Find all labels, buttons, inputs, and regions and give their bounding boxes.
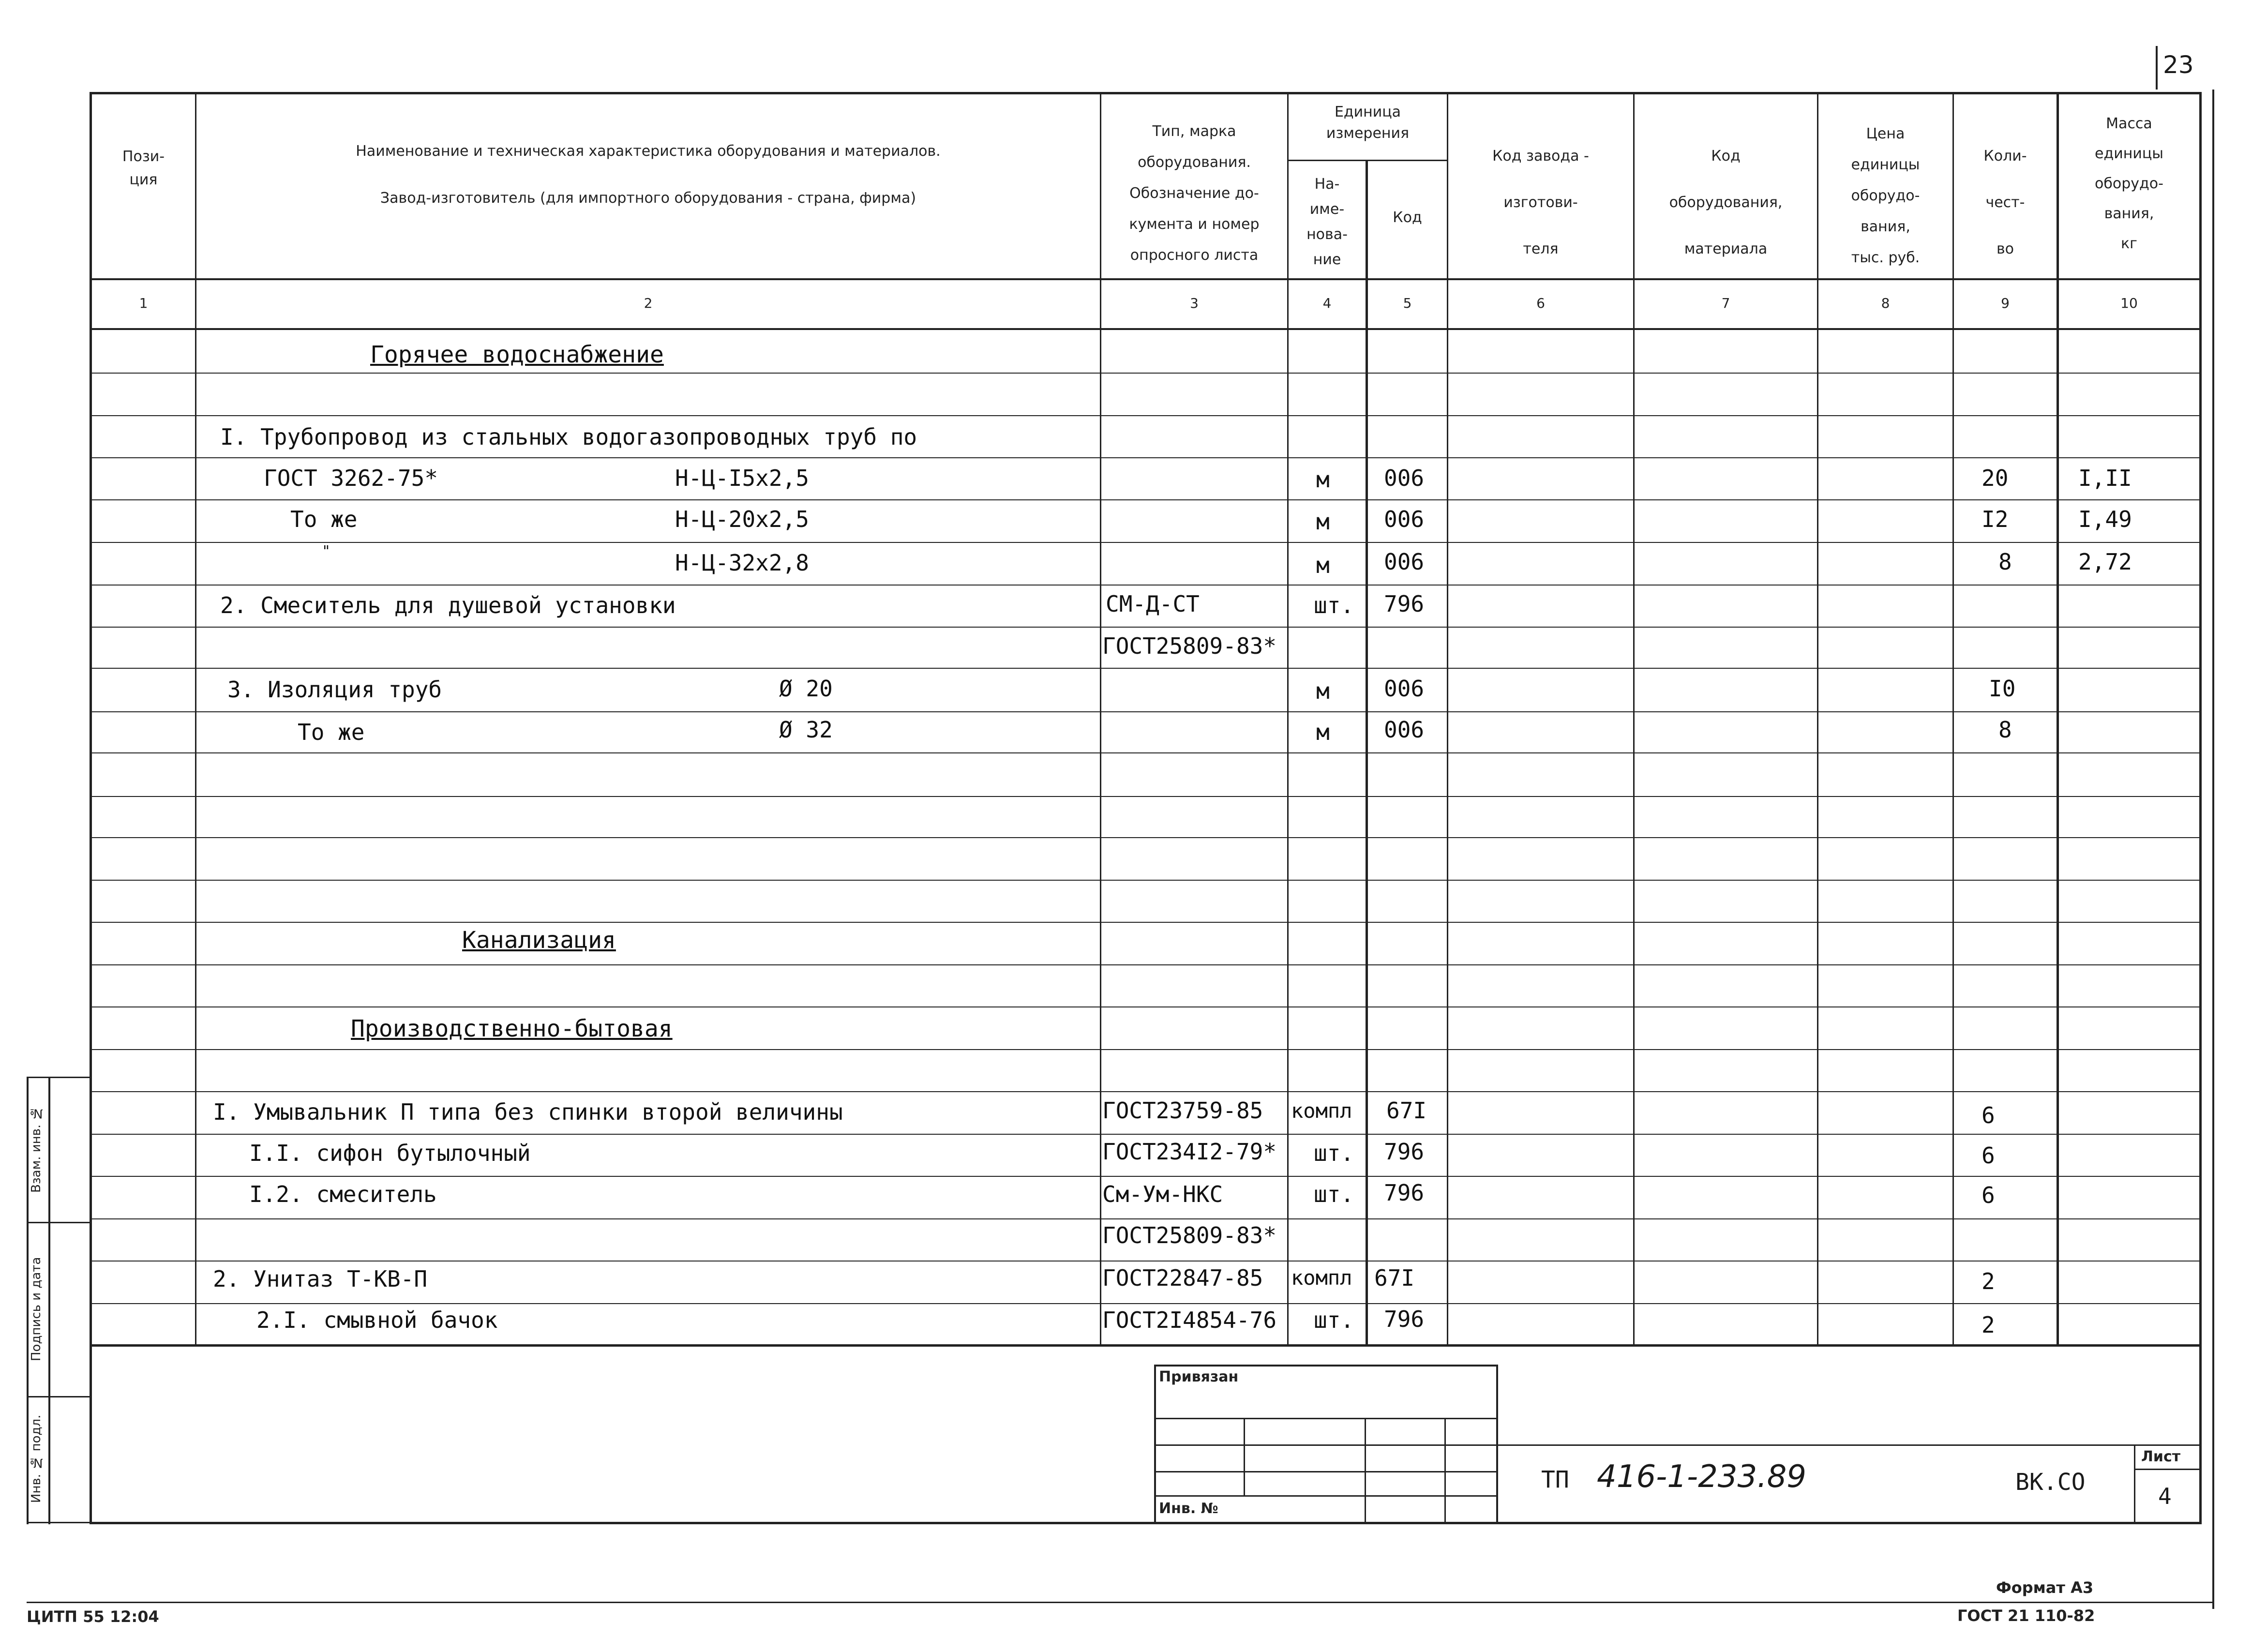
header-type: Тип, марка оборудования. Обозначение до- кумента и номер опросного листа [1129,123,1260,264]
stamp-inv-label: Инв. № [1159,1500,1218,1517]
row-unit: м [1316,719,1330,745]
row-spec: Н-Ц-I5x2,5 [675,465,809,491]
row-type: СМ-Д-СТ [1106,591,1200,617]
row-qty: I2 [1982,506,2009,532]
row-spec: Ø 32 [779,717,833,743]
row-name: То же [298,719,365,745]
row-qty: 6 [1982,1142,1995,1169]
row-mass: 2,72 [2078,549,2132,575]
row-name: То же [290,506,358,532]
row-qty: 8 [1998,717,2012,743]
column-number: 8 [1881,295,1890,311]
row-name: I.2. смеситель [249,1181,437,1207]
row-name: 2. Унитаз Т-КВ-П [213,1266,428,1292]
column-number: 9 [2001,295,2010,311]
row-spec: Н-Ц-32x2,8 [675,550,809,576]
row-code: 796 [1384,1180,1425,1206]
row-code: 67I [1386,1097,1427,1124]
column-number: 3 [1190,295,1199,311]
row-name: 2. Смеситель для душевой установки [220,592,676,618]
row-unit: компл [1291,1099,1352,1123]
column-number: 6 [1536,295,1545,311]
row-spec: Н-Ц-20x2,5 [675,506,809,532]
header-unit-name: На- име- нова- ние [1306,176,1348,268]
doc-number: 416-1-233.89 [1597,1459,1806,1495]
doc-prefix: ТП [1541,1466,1569,1493]
header-price: Цена единицы оборудо- вания, тыс. руб. [1851,125,1920,266]
row-name: I.I. сифон бутылочный [249,1140,531,1166]
row-unit: м [1316,509,1330,535]
row-qty: 2 [1982,1268,1995,1294]
row-type: ГОСТ22847-85 [1102,1265,1263,1291]
section-sewerage: Канализация [462,927,616,954]
row-mass: I,II [2078,465,2132,491]
header-equipment-code: Код оборудования, материала [1669,148,1783,257]
row-pipeline-title: I. Трубопровод из стальных водогазопроводных труб по [220,424,917,450]
column-number: 1 [139,295,148,311]
row-qty: I0 [1989,676,2016,702]
row-type: ГОСТ234I2-79* [1102,1139,1277,1165]
row-qty: 6 [1982,1102,1995,1128]
sheet-label: Лист [2141,1448,2181,1465]
stamp-bound-label: Привязан [1159,1368,1239,1385]
row-unit: м [1316,552,1330,578]
doc-code: ВК.СО [2015,1469,2086,1496]
row-code: 796 [1384,1306,1425,1332]
row-name: " [322,543,331,560]
row-mass: I,49 [2078,506,2132,532]
row-type: ГОСТ23759-85 [1102,1097,1263,1124]
column-number: 5 [1403,295,1412,311]
row-type: ГОСТ25809-83* [1102,633,1277,659]
footer-format: Формат А3 [1996,1578,2094,1597]
row-type: ГОСТ2I4854-76 [1102,1307,1277,1333]
side-label-inv-original: Инв. № подл. [29,1414,44,1503]
column-number: 7 [1721,295,1730,311]
footer-left-code: ЦИТП 55 12:04 [27,1607,159,1626]
row-code: 796 [1384,591,1425,617]
row-unit: компл [1291,1266,1352,1290]
footer-rule [27,1602,2214,1603]
row-qty: 6 [1982,1182,1995,1208]
row-unit: шт. [1314,592,1354,618]
page-number: 23 [2163,51,2194,79]
header-mass: Масса единицы оборудо- вания, кг [2095,115,2163,252]
row-unit: шт. [1314,1181,1354,1207]
row-type: См-Ум-НКС [1102,1181,1223,1207]
header-quantity: Коли- чест- во [1983,148,2027,257]
row-code: 006 [1384,717,1425,743]
row-code: 796 [1384,1139,1425,1165]
row-qty: 2 [1982,1312,1995,1338]
footer-gost: ГОСТ 21 110-82 [1957,1607,2095,1625]
column-number: 10 [2120,295,2138,311]
header-name-line2: Завод-изготовитель (для импортного оборудования - страна, фирма) [380,190,916,207]
row-unit: м [1316,678,1330,704]
row-name: I. Умывальник П типа без спинки второй величины [213,1099,843,1125]
row-code: 67I [1374,1265,1415,1291]
row-spec: Ø 20 [779,676,833,702]
header-unit-group: Единица измерения [1326,104,1410,142]
row-code: 006 [1384,549,1425,575]
side-label-replace-inv: Взам. инв. № [29,1106,44,1193]
row-code: 006 [1384,506,1425,532]
row-unit: шт. [1314,1307,1354,1333]
row-qty: 8 [1998,549,2012,575]
column-number: 4 [1322,295,1332,311]
row-qty: 20 [1982,465,2009,491]
header-position: Пози- ция [122,148,165,188]
sheet-number: 4 [2158,1483,2172,1509]
row-unit: шт. [1314,1140,1354,1166]
page-number-rule [2156,46,2158,90]
section-hot-water: Горячее водоснабжение [370,341,664,368]
section-industrial: Производственно-бытовая [351,1015,673,1042]
row-name: 2.I. смывной бачок [256,1307,498,1333]
row-code: 006 [1384,465,1425,491]
header-name-line1: Наименование и техническая характеристика оборудования и материалов. [356,143,941,160]
column-number: 2 [644,295,653,311]
row-type: ГОСТ25809-83* [1102,1222,1277,1248]
row-name: 3. Изоляция труб [227,676,442,703]
side-label-signature-date: Подпись и дата [29,1257,44,1361]
header-plant-code: Код завода - изготови- теля [1492,148,1589,257]
row-name: ГОСТ 3262-75* [264,465,438,491]
row-unit: м [1316,466,1330,493]
row-code: 006 [1384,676,1425,702]
header-unit-code: Код [1393,209,1422,226]
right-margin-rule [2212,90,2214,1609]
